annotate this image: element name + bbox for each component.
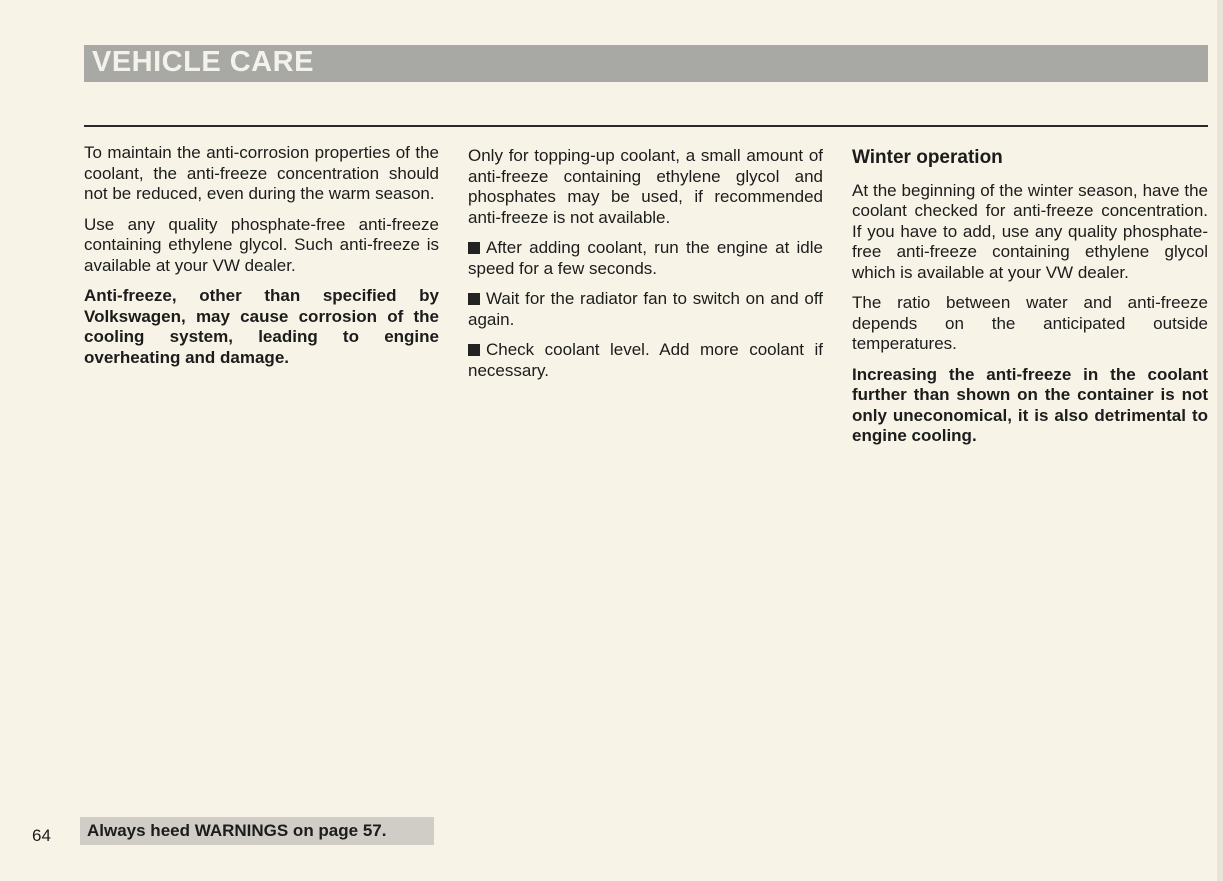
paragraph: The ratio between water and anti-freeze depends on the anticipated outside temperatures. bbox=[852, 293, 1208, 353]
warning-text: Anti-freeze, other than specified by Volkswagen, may cause corrosion of the cooling system, leading to engine overheating and damage. bbox=[84, 286, 439, 367]
column-3 bbox=[852, 148, 1208, 457]
footer-notice bbox=[80, 817, 434, 845]
page-number: 64 bbox=[32, 826, 51, 845]
step-item: Wait for the radiator fan to switch on and off again. bbox=[468, 289, 823, 329]
paragraph: At the beginning of the winter season, have the coolant checked for anti-freeze concentration. If you have to add, use any quality phosphate-free anti-freeze containing ethylene glycol which is available at your VW dealer. bbox=[852, 180, 1208, 282]
section-title: VEHICLE CARE bbox=[92, 46, 314, 78]
subheading: Winter operation bbox=[852, 147, 1003, 168]
step-item: Check coolant level. Add more coolant if necessary. bbox=[468, 340, 823, 380]
paragraph: To maintain the anti-corrosion properties of the coolant, the anti-freeze concentration should not be reduced, even during the warm season. bbox=[84, 143, 439, 203]
step-item: After adding coolant, run the engine at idle speed for a few seconds. bbox=[468, 238, 823, 278]
warning-text: Increasing the anti-freeze in the coolant further than shown on the container is not only uneconomical, it is also detrimental to engine cooling. bbox=[852, 364, 1208, 445]
column-1 bbox=[84, 143, 439, 378]
divider-rule bbox=[84, 125, 1208, 127]
section-header bbox=[84, 45, 1208, 82]
column-2 bbox=[468, 146, 823, 391]
footer-notice-text: Always heed WARNINGS on page 57. bbox=[87, 821, 387, 840]
paragraph: Use any quality phosphate-free anti-freeze containing ethylene glycol. Such anti-freeze is available at your VW dealer. bbox=[84, 214, 439, 275]
paragraph: Only for topping-up coolant, a small amount of anti-freeze containing ethylene glycol and phosphates may be used, if recommended anti-freeze is not available. bbox=[468, 146, 823, 227]
page-edge bbox=[1217, 0, 1223, 881]
